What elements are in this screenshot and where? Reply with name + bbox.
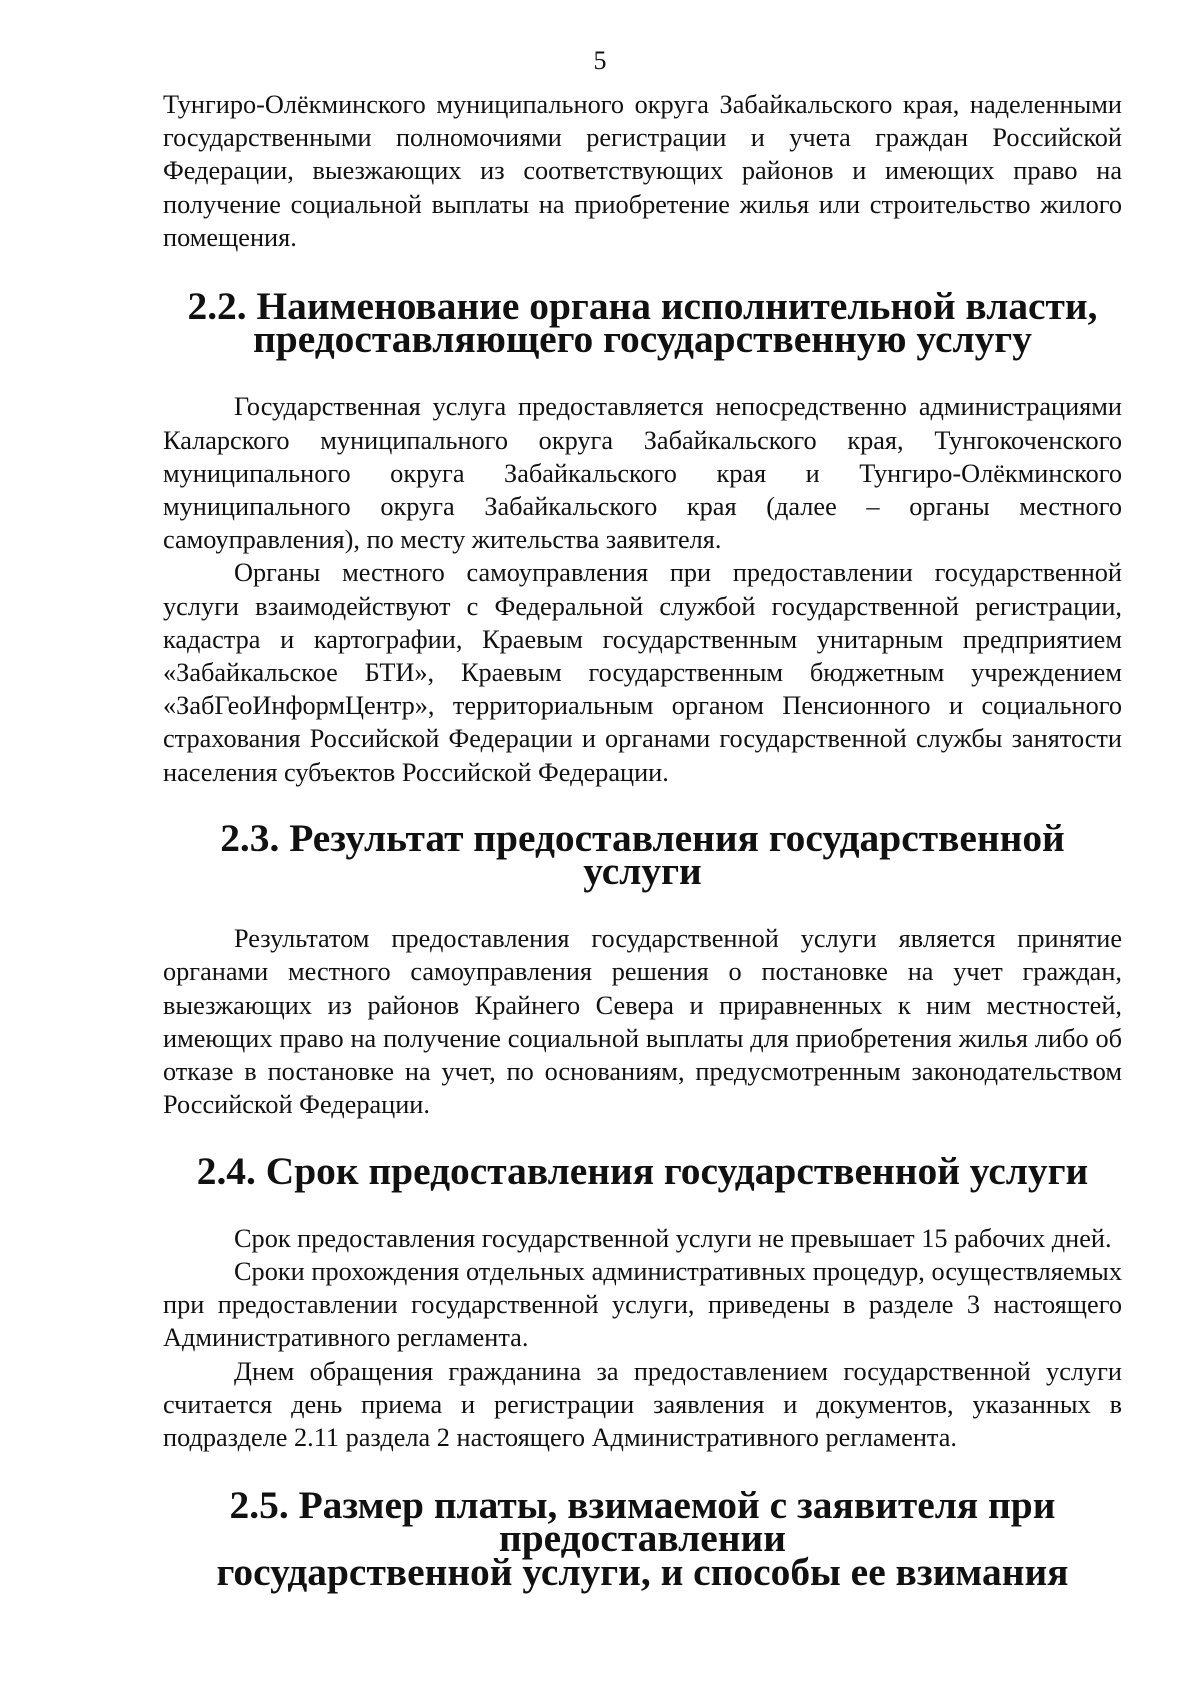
page-number: 5 [593,46,607,75]
paragraph: Государственная услуга предоставляется непосредственно администрациями Каларского муниципального округа Забайкальского края, Тунгокоченского муниципального округа Забайкальского края и Тунгиро-Олёкминского муниципального округа Забайкальского края (далее – органы местного самоуправления), по месту жительства заявителя. [163,392,1122,555]
section-heading-2-4 [163,1149,1122,1194]
heading-line: 2.4. Срок предоставления государственной услуги [196,1149,1089,1194]
paragraph: Срок предоставления государственной услуги не превышает 15 рабочих дней. [234,1223,1112,1253]
section-heading-2-2 [163,284,1122,362]
paragraph: Днем обращения гражданина за предоставлением государственной услуги считается день приема и регистрации заявления и документов, указанных в подразделе 2.11 раздела 2 настоящего Административного регламента. [163,1356,1122,1452]
heading-line: предоставляющего государственную услугу [253,317,1032,362]
paragraph-continuation: Тунгиро-Олёкминского муниципального округа Забайкальского края, наделенными государственными полномочиями регистрации и учета граждан Российской Федерации, выезжающих из соответствующих районов и имеющих право на получение социальной выплаты на приобретение жилья или строительство жилого помещения. [163,90,1122,252]
paragraph: Сроки прохождения отдельных административных процедур, осуществляемых при предоставлении государственной услуги, приведены в разделе 3 настоящего Административного регламента. [163,1256,1122,1353]
paragraph: Результатом предоставления государственной услуги является принятие органами местного самоуправления решения о постановке на учет граждан, выезжающих из районов Крайнего Севера и приравненных к ним местностей, имеющих право на получение социальной выплаты для приобретения жилья либо об отказе в постановке на учет, по основаниям, предусмотренным законодательством Российской Федерации. [163,924,1122,1120]
section-heading-2-3 [163,815,1122,894]
document-body [163,88,1122,1594]
heading-line: государственной услуги, и способы ее взимания [216,1549,1069,1594]
paragraph: Органы местного самоуправления при предоставлении государственной услуги взаимодействуют с Федеральной службой государственной регистрации, кадастра и картографии, Краевым государственным унитарным предприятием «Забайкальское БТИ», Краевым государственным бюджетным учреждением «ЗабГеоИнформЦентр», территориальным органом Пенсионного и социального страхования Российской Федерации и органами государственной службы занятости населения субъектов Российской Федерации. [163,558,1122,787]
heading-line: 2.3. Результат предоставления государственной услуги [220,815,1065,894]
section-heading-2-5 [163,1483,1122,1594]
heading-line: 2.5. Размер платы, взимаемой с заявителя при предоставлении [229,1483,1056,1561]
heading-line: 2.2. Наименование органа исполнительной власти, [187,284,1098,329]
